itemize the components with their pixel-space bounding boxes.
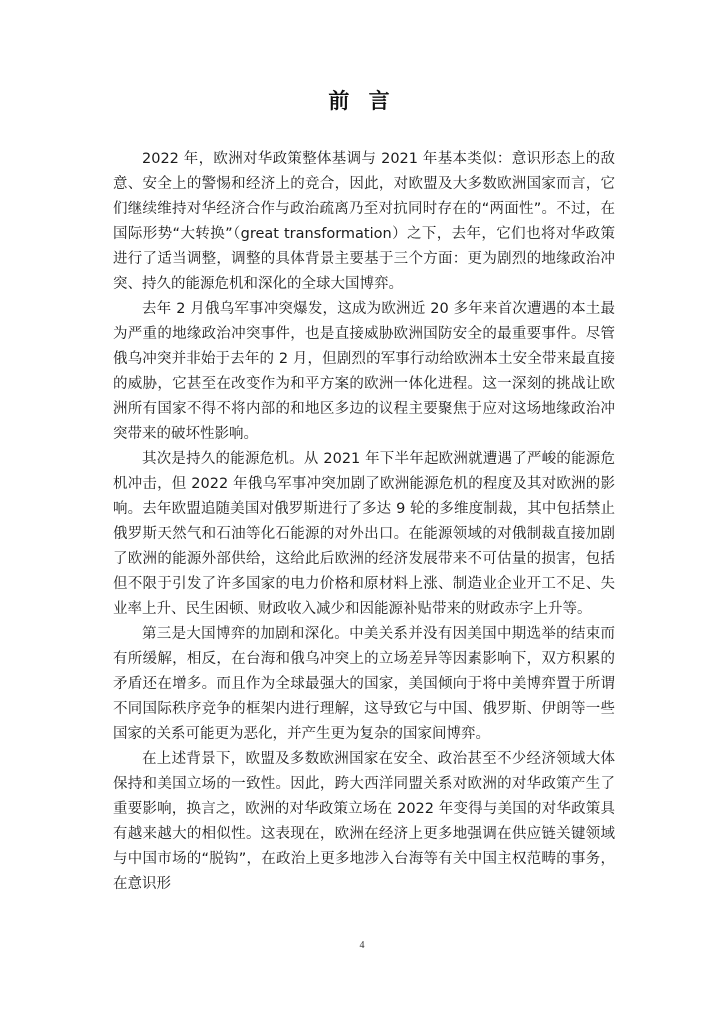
page-number: 4 [359, 940, 365, 951]
body-text [113, 147, 615, 897]
paragraph: 在上述背景下，欧盟及多数欧洲国家在安全、政治甚至不少经济领域大体保持和美国立场的一致性。因此，跨大西洋同盟关系对欧洲的对华政策产生了重要影响，换言之，欧洲的对华政策立场在 2022 年变得与美国的对华政策具有越来越大的相似性。这表现在，欧洲在经济上更多地强调在供应链关键领域与中国市场的“脱钩”，在政治上更多地涉入台海等有关中国主权范畴的事务，在意识形 [113, 751, 615, 892]
paragraph: 其次是持久的能源危机。从 2021 年下半年起欧洲就遭遇了严峻的能源危机冲击，但 2022 年俄乌军事冲突加剧了欧洲能源危机的程度及其对欧洲的影响。去年欧盟追随美国对俄罗斯进行了多达 9 轮的多维度制裁，其中包括禁止俄罗斯天然气和石油等化石能源的对外出口。在能源领域的对俄制裁直接加剧了欧洲的能源外部供给，这给此后欧洲的经济发展带来不可估量的损害，包括但不限于引发了许多国家的电力价格和原材料上涨、制造业企业开工不足、失业率上升、民生困顿、财政收入减少和因能源补贴带来的财政赤字上升等。 [113, 451, 615, 617]
page-title: 前 言 [328, 88, 396, 113]
paragraph: 2022 年，欧洲对华政策整体基调与 2021 年基本类似：意识形态上的敌意、安全上的警惕和经济上的竞合，因此，对欧盟及大多数欧洲国家而言，它们继续维持对华经济合作与政治疏离乃至对抗同时存在的“两面性”。不过，在国际形势“大转换”（great transformation）之下，去年，它们也将对华政策进行了适当调整，调整的具体背景主要基于三个方面：更为剧烈的地缘政治冲突、持久的能源危机和深化的全球大国博弈。 [113, 151, 615, 292]
paragraph: 第三是大国博弈的加剧和深化。中美关系并没有因美国中期选举的结束而有所缓解，相反，在台海和俄乌冲突上的立场差异等因素影响下，双方积累的矛盾还在增多。而且作为全球最强大的国家，美国倾向于将中美博弈置于所谓不同国际秩序竞争的框架内进行理解，这导致它与中国、俄罗斯、伊朗等一些国家的关系可能更为恶化，并产生更为复杂的国家间博弈。 [113, 626, 615, 742]
paragraph: 去年 2 月俄乌军事冲突爆发，这成为欧洲近 20 多年来首次遭遇的本土最为严重的地缘政治冲突事件，也是直接威胁欧洲国防安全的最重要事件。尽管俄乌冲突并非始于去年的 2 月，但剧烈的军事行动给欧洲本土安全带来最直接的威胁，它甚至在改变作为和平方案的欧洲一体化进程。这一深刻的挑战让欧洲所有国家不得不将内部的和地区多边的议程主要聚焦于应对这场地缘政治冲突带来的破坏性影响。 [113, 301, 615, 442]
